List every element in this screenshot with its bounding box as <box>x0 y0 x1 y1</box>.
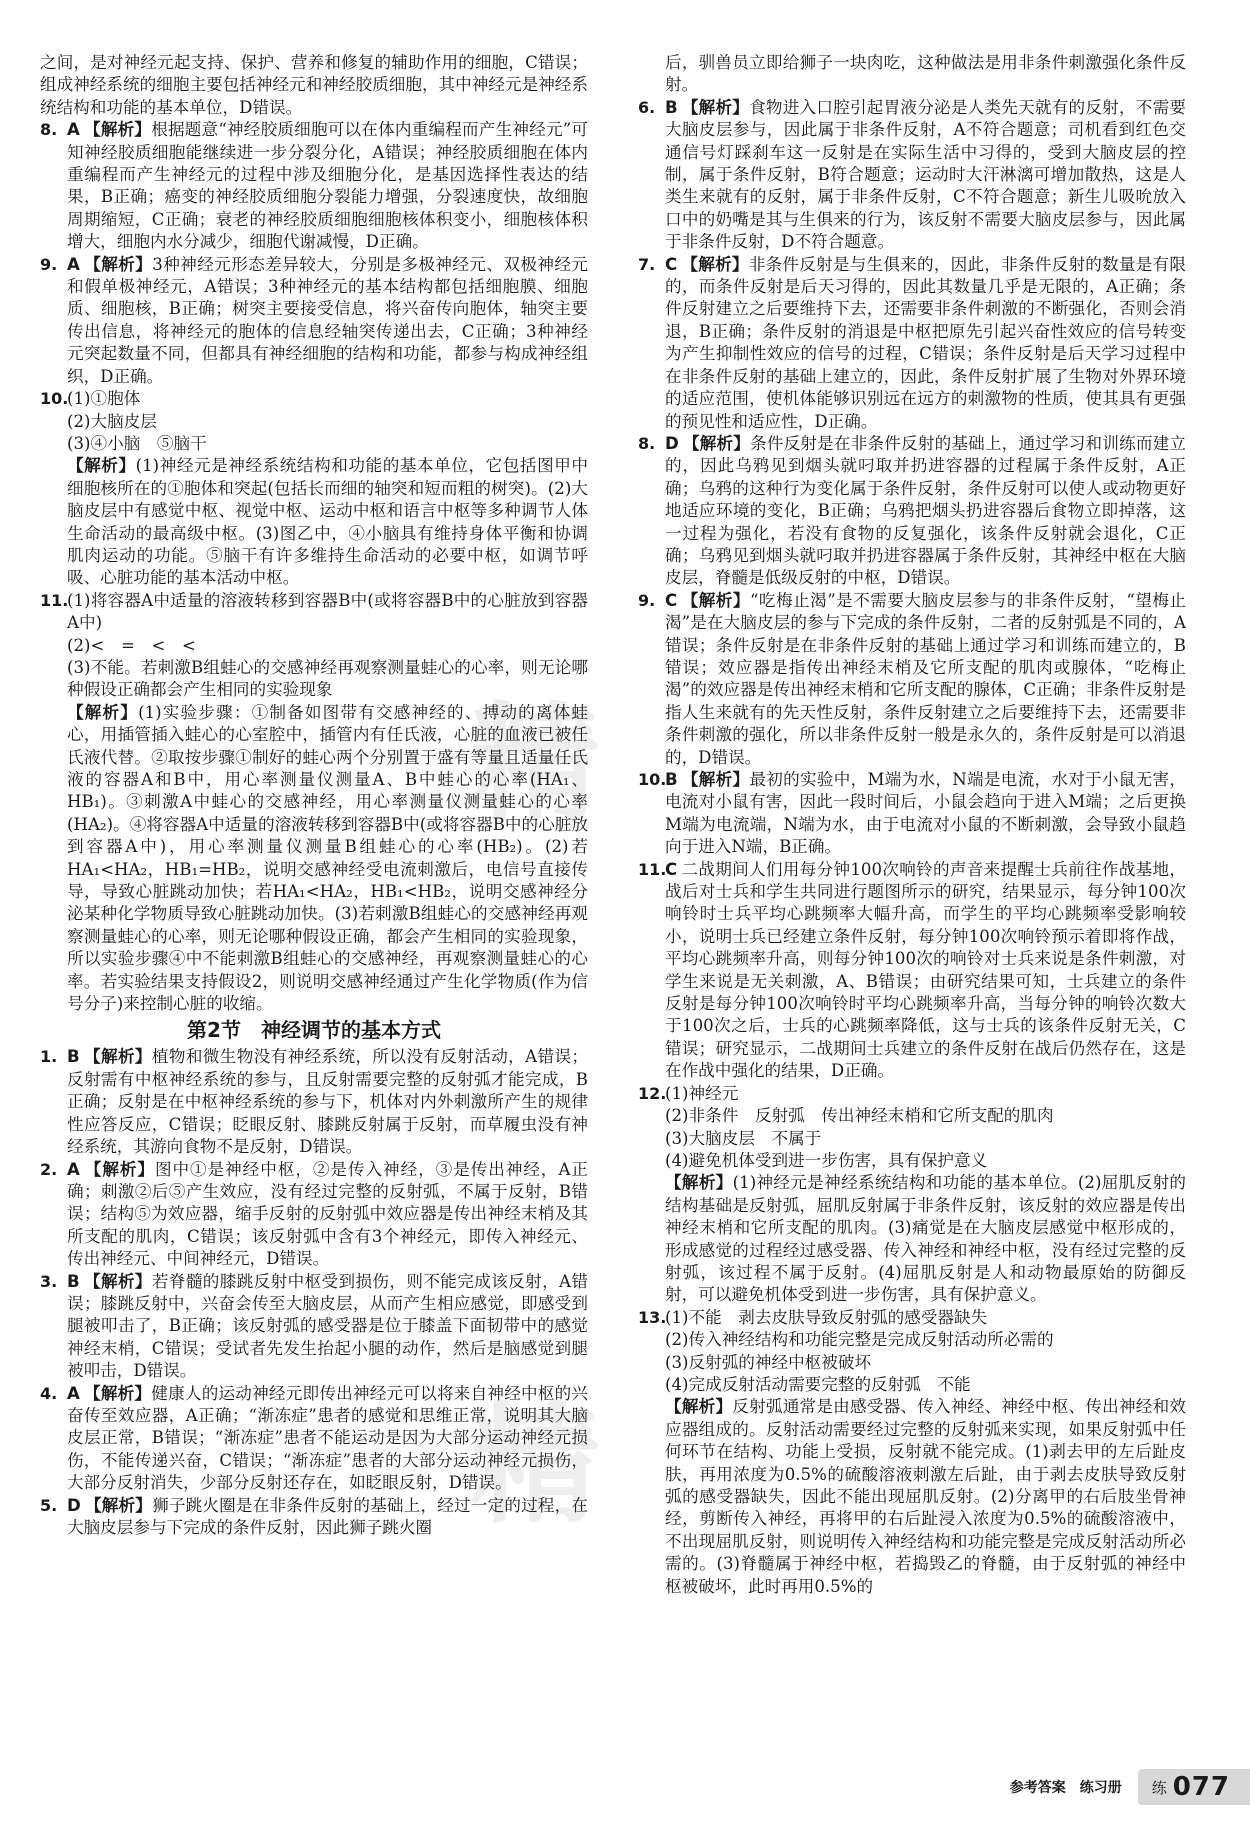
answer-line: (3)反射弧的神经中枢被破坏 <box>665 1352 872 1372</box>
item-number: 8. <box>638 433 656 453</box>
item-number: 9. <box>638 590 656 610</box>
answer-item-10 <box>40 388 588 590</box>
answer-item-s2-2 <box>40 1159 588 1271</box>
answer-choice: A <box>67 120 80 140</box>
answer-item-s2-13 <box>638 1307 1186 1598</box>
answer-item-s2-4 <box>40 1383 588 1495</box>
section-title: 第2节 神经调节的基本方式 <box>187 1018 441 1043</box>
analysis-text: 非条件反射是与生俱来的，因此，非条件反射的数量是有限的，而条件反射是后天习得的，因此其数量几乎是无限的，A正确；条件反射建立之后要维持下去，还需要非条件刺激的不断强化，否则会消退，B正确；条件反射的消退是中枢把原先引起兴奋性效应的信号转变为产生抑制性效应的信号的过程，C错误；条件反射是后天学习过程中在非条件反射的基础上建立的，因此，条件反射扩展了生物对外界环境的适应范围，使机体能够识别远在远方的刺激物的性质，使其具有更强的预见性和适应性，D正确。 <box>665 254 1187 431</box>
answer-line: (2)大脑皮层 <box>67 411 157 431</box>
analysis-tag: 【解析】 <box>681 254 749 274</box>
analysis-text: 根据题意“神经胶质细胞可以在体内重编程而产生神经元”可知神经胶质细胞能继续进一步分裂分化，A错误；神经胶质细胞在体内重编程而产生神经元的过程中涉及细胞分化，是基因选择性表达的结果，B正确；癌变的神经胶质细胞分裂能力增强，分裂速度快，故细胞周期缩短，C正确；衰老的神经胶质细胞细胞核体积变小，细胞核体积增大，细胞内水分减少，细胞代谢减慢，D正确。 <box>67 120 589 252</box>
answer-choice: B <box>67 1047 80 1067</box>
analysis-text: 若脊髓的膝跳反射中枢受到损伤，则不能完成该反射，A错误；膝跳反射中，兴奋会传至大脑皮层，从而产生相应感觉，即感受到腿被叩击了，B正确；该反射弧的感受器是位于膝盖下面韧带中的感觉神经末梢，C错误；受试者先发生抬起小腿的动作，然后是脑感觉到腿被叩击，D错误。 <box>67 1271 589 1381</box>
item-number: 10. <box>40 389 69 409</box>
watermark-upper: 精 <box>470 689 601 841</box>
page-number-tab <box>1138 1769 1250 1805</box>
analysis-text: 食物进入口腔引起胃液分泌是人类先天就有的反射，不需要大脑皮层参与，因此属于非条件反射，A不符合题意；司机看到红色交通信号灯踩刹车这一反射是在实际生活中习得的，受到大脑皮层的控制，属于条件反射，B符合题意；运动时大汗淋漓可增加散热，这是人类生来就有的反射，属于非条件反射，C不符合题意；新生儿吸吮放入口中的奶嘴是其与生俱来的行为，该反射不需要大脑皮层参与，因此属于非条件反射，D不符合题意。 <box>665 97 1187 252</box>
analysis-tag: 【解析】 <box>681 97 750 117</box>
answer-line: (4)完成反射活动需要完整的反射弧 不能 <box>665 1374 971 1394</box>
item-number: 10. <box>638 770 667 789</box>
analysis-tag: 【解析】 <box>665 1397 733 1417</box>
analysis-tag: 【解析】 <box>681 590 750 610</box>
answer-item-s2-9 <box>638 590 1186 769</box>
analysis-tag: 【解析】 <box>682 433 751 453</box>
analysis-text: 植物和微生物没有神经系统，所以没有反射活动，A错误；反射需有中枢神经系统的参与，且反射需要完整的反射弧才能完成，B正确；反射是在中枢神经系统的参与下，机体对内外刺激所产生的规律性应答反应，C错误；眨眼反射、膝跳反射属于反射，而草履虫没有神经系统，其游向食物不是反射，D错误。 <box>67 1047 589 1157</box>
answer-line: (2)< = < < <box>67 635 196 655</box>
item-number: 7. <box>638 254 656 274</box>
answer-item-s2-11 <box>638 859 1186 1083</box>
item-number: 6. <box>638 97 656 117</box>
answer-choice: A <box>67 1383 80 1403</box>
analysis-text: (1)神经元是神经系统结构和功能的基本单位。(2)屈肌反射的结构基础是反射弧，屈肌反射属于非条件反射，该反射的效应器是传出神经末梢和它所支配的肌肉。(3)痛觉是在大脑皮层感觉中枢形成的，形成感觉的过程经过感受器、传入神经和神经中枢，没有经过完整的反射弧，该过程不属于反射。(4)屈肌反射是人和动物最原始的防御反射，可以避免机体受到进一步伤害，具有保护意义。 <box>665 1173 1186 1305</box>
answer-line: (3)大脑皮层 不属于 <box>665 1128 822 1148</box>
answer-line: (1)神经元 <box>665 1083 739 1103</box>
answer-choice: B <box>67 1271 80 1291</box>
answer-item-s2-12 <box>638 1083 1186 1307</box>
analysis-tag: 【解析】 <box>665 1173 733 1193</box>
answer-line: (1)①胞体 <box>67 389 141 409</box>
analysis-tag: 【解析】 <box>83 254 153 274</box>
answer-item-s2-6 <box>638 97 1186 254</box>
watermark-lower: 精 <box>470 1389 601 1541</box>
analysis-text: 健康人的运动神经元即传出神经元可以将来自神经中枢的兴奋传至效应器，A正确；“渐冻症”患者的感觉和思维正常，说明其大脑皮层正常，B错误；“渐冻症”患者不能运动是因为大部分运动神经元损伤，不能传递兴奋，C错误；“渐冻症”患者的大部分运动神经元损伤，大部分反射消失，少部分反射还存在，如眨眼反射，D错误。 <box>67 1383 589 1493</box>
answer-choice: A <box>67 254 80 274</box>
analysis-text: 最初的实验中，M端为水，N端是电流，水对于小鼠无害，电流对小鼠有害，因此一段时间后，小鼠会趋向于进入M端；之后更换M端为电流端，N端为水，由于电流对小鼠的不断刺激，会导致小鼠趋向于进入N端，B正确。 <box>665 770 1187 857</box>
answer-choice: C <box>665 590 678 610</box>
answer-line: (3)④小脑 ⑤脑干 <box>67 433 207 453</box>
answer-choice: C <box>665 859 678 879</box>
answer-choice: B <box>665 770 678 789</box>
answer-line: (1)不能 剥去皮肤导致反射弧的感受器缺失 <box>665 1307 988 1327</box>
answer-item-s2-5 <box>40 1495 588 1540</box>
item-number: 3. <box>40 1271 58 1291</box>
analysis-text: “吃梅止渴”是不需要大脑皮层参与的非条件反射，“望梅止渴”是在大脑皮层的参与下完成的条件反射，二者的反射弧是不同的，A错误；条件反射是在非条件反射的基础上通过学习和训练而建立的，B错误；效应器是指传出神经末梢及它所支配的肌肉或腺体，“吃梅止渴”的效应器是传出神经末梢和它所支配的腺体，C正确；非条件反射是指人生来就有的先天性反射，条件反射建立之后要维持下去，还需要非条件刺激的强化，所以非条件反射一般是永久的，条件反射是可以消退的，D错误。 <box>665 590 1187 767</box>
answer-item-8 <box>40 119 588 253</box>
answer-line: (2)非条件 反射弧 传出神经末梢和它所支配的肌肉 <box>665 1106 1054 1126</box>
answer-line: (4)避免机体受到进一步伤害，具有保护意义 <box>665 1150 988 1170</box>
item-number: 11. <box>40 590 69 610</box>
analysis-tag: 【解析】 <box>84 1495 153 1515</box>
item-number: 12. <box>638 1083 667 1103</box>
answer-choice: C <box>665 254 678 274</box>
answer-choice: D <box>665 433 679 453</box>
item-number: 13. <box>638 1307 667 1327</box>
analysis-tag: 【解析】 <box>67 702 139 722</box>
analysis-text: 条件反射是在非条件反射的基础上，通过学习和训练而建立的，因此乌鸦见到烟头就叼取并扔进容器的过程属于条件反射，A正确；乌鸦的这种行为变化属于条件反射，条件反射可以使人或动物更好地适应环境的变化，B正确；乌鸦把烟头扔进容器后食物立即掉落，这一过程为强化，若没有食物的反复强化，该条件反射就会退化，C正确；乌鸦见到烟头就叼取并扔进容器属于条件反射，其神经中枢在大脑皮层，脊髓是低级反射的中枢，D错误。 <box>665 433 1187 588</box>
workbook-tab-label: 练 <box>1151 1778 1167 1797</box>
analysis-tag: 【解析】 <box>83 1159 155 1179</box>
analysis-text: (1)神经元是神经系统结构和功能的基本单位，它包括图甲中细胞核所在的①胞体和突起(包括长而细的轴突和短而粗的树突)。(2)大脑皮层中有感觉中枢、视觉中枢、运动中枢和语言中枢等多种调节人体生命活动的最高级中枢。(3)图乙中，④小脑具有维持身体平衡和协调肌肉运动的功能。⑤脑干有许多维持生命活动的必要中枢，如调节呼吸、心脏功能的基本活动中枢。 <box>67 456 588 588</box>
analysis-text: 狮子跳火圈是在非条件反射的基础上，经过一定的过程，在大脑皮层参与下完成的条件反射，因此狮子跳火圈 <box>67 1495 589 1537</box>
item-number: 4. <box>40 1383 58 1403</box>
item-number: 5. <box>40 1495 58 1515</box>
page-number: 077 <box>1172 1772 1230 1802</box>
answer-item-s2-1 <box>40 1046 588 1158</box>
analysis-text: 反射弧通常是由感受器、传入神经、神经中枢、传出神经和效应器组成的。反射活动需要经过完整的反射弧来实现，如果反射弧中任何环节在结构、功能上受损，反射就不能完成。(1)剥去甲的左后趾皮肤，再用浓度为0.5%的硫酸溶液刺激左后趾，由于剥去皮肤导致反射弧的感受器缺失，因此不能出现屈肌反射。(2)分离甲的右后肢坐骨神经，剪断传入神经，再将甲的右后趾浸入浓度为0.5%的硫酸溶液中，不出现屈肌反射，则说明传入神经结构和功能完整是完成反射活动所必需的。(3)脊髓属于神经中枢，若捣毁乙的脊髓，由于反射弧的神经中枢被破坏，此时再用0.5%的 <box>665 1397 1187 1596</box>
analysis-text: 图中①是神经中枢，②是传入神经，③是传出神经，A正确；刺激②后⑤产生效应，没有经过完整的反射弧，不属于反射，B错误；结构⑤为效应器，缩手反射的反射弧中效应器是传出神经末梢及其所支配的肌肉，C错误；该反射弧中含有3个神经元，即传入神经元、传出神经元、中间神经元，D错误。 <box>67 1159 588 1269</box>
analysis-text: 3种神经元形态差异较大，分别是多极神经元、双极神经元和假单极神经元，A错误；3种神经元的基本结构都包括细胞膜、细胞质、细胞核，B正确；树突主要接受信息，将兴奋传向胞体，轴突主要传出信息，将神经元的胞体的信息经轴突传递出去，C正确；3种神经元突起数量不同，但都具有神经细胞的结构和功能，都参与构成神经组织，D正确。 <box>67 254 588 386</box>
analysis-text: 二战期间人们用每分钟100次响铃的声音来提醒士兵前往作战基地，战后对士兵和学生共同进行题图所示的研究，结果显示，每分钟100次响铃时士兵平均心跳频率大幅升高，而学生的平均心跳频率受影响较小，说明士兵已经建立条件反射，每分钟100次响铃预示着即将作战，平均心跳频率升高，则每分钟100次的响铃对士兵来说是条件刺激，对学生来说是无关刺激，A、B错误；由研究结果可知，士兵建立的条件反射是每分钟100次响铃时平均心跳频率升高，当每分钟的响铃次数大于100次之后，士兵的心跳频率降低，这与士兵的该条件反射无关，C错误；研究显示，二战期间士兵建立的条件反射在战后仍然存在，这是在作战中强化的结果，D正确。 <box>665 859 1186 1081</box>
item-number: 9. <box>40 254 58 274</box>
answer-choice: B <box>665 97 678 117</box>
analysis-tag: 【解析】 <box>681 770 750 789</box>
answer-choice: A <box>67 1159 80 1179</box>
item-number: 2. <box>40 1159 58 1179</box>
analysis-tag: 【解析】 <box>83 1383 152 1403</box>
answer-line: (1)将容器A中适量的溶液转移到容器B中(或将容器B中的心脏放到容器A中) <box>67 590 588 633</box>
continued-text: 后，驯兽员立即给狮子一块肉吃，这种做法是用非条件刺激强化条件反射。 <box>665 53 1186 95</box>
continued-text: 之间，是对神经元起支持、保护、营养和修复的辅助作用的细胞，C错误；组成神经系统的细胞主要包括神经元和神经胶质细胞，其中神经元是神经系统结构和功能的基本单位，D错误。 <box>40 53 588 117</box>
analysis-tag: 【解析】 <box>83 1271 152 1291</box>
answer-line: (3)不能。若刺激B组蛙心的交感神经再观察测量蛙心的心率，则无论哪种假设正确都会产生相同的实验现象 <box>67 657 588 700</box>
answer-item-s2-3 <box>40 1271 588 1383</box>
analysis-text: (1)实验步骤：①制备如图带有交感神经的、搏动的离体蛙心，用插管插入蛙心的心室腔中，插管内有任氏液，心脏的血液已被任氏液代替。②取按步骤①制好的蛙心两个分别置于盛有等量且适量任氏液的容器A和B中，用心率测量仪测量A、B中蛙心的心率(HA₁、HB₁)。③刺激A中蛙心的交感神经，用心率测量仪测量蛙心的心率(HA₂)。④将容器A中适量的溶液转移到容器B中(或将容器B中的心脏放到容器A中)，用心率测量仪测量B组蛙心的心率(HB₂)。(2)若HA₁<HA₂，HB₁=HB₂，说明交感神经受电流刺激后，电信号直接传导，导致心脏跳动加快；若HA₁<HA₂，HB₁<HB₂，说明交感神经分泌某种化学物质导致心脏跳动加快。(3)若刺激B组蛙心的交感神经再观察测量蛙心的心率，则无论哪种假设正确，都会产生相同的实验现象，所以实验步骤④中不能刺激B组蛙心的交感神经，再观察测量蛙心的心率。若实验结果支持假设2，则说明交感神经通过产生化学物质(作为信号分子)来控制心脏的收缩。 <box>67 702 588 1014</box>
footer-reference-label: 参考答案 练习册 <box>1009 1780 1122 1796</box>
analysis-tag: 【解析】 <box>67 456 136 476</box>
analysis-tag: 【解析】 <box>83 1047 152 1067</box>
answer-item-11 <box>40 590 588 1016</box>
item-number: 11. <box>638 859 667 879</box>
answer-item-9 <box>40 254 588 388</box>
answer-choice: D <box>67 1495 81 1515</box>
left-column <box>40 52 588 1539</box>
answer-line: (2)传入神经结构和功能完整是完成反射活动所必需的 <box>665 1330 1054 1350</box>
answer-item-s2-7 <box>638 254 1186 433</box>
analysis-tag: 【解析】 <box>83 120 152 140</box>
page-footer <box>920 1769 1250 1805</box>
item-number: 8. <box>40 120 58 140</box>
answer-item-s2-10 <box>638 769 1186 859</box>
item-number: 1. <box>40 1047 58 1067</box>
right-column <box>638 52 1186 1598</box>
answer-item-s2-8 <box>638 433 1186 590</box>
